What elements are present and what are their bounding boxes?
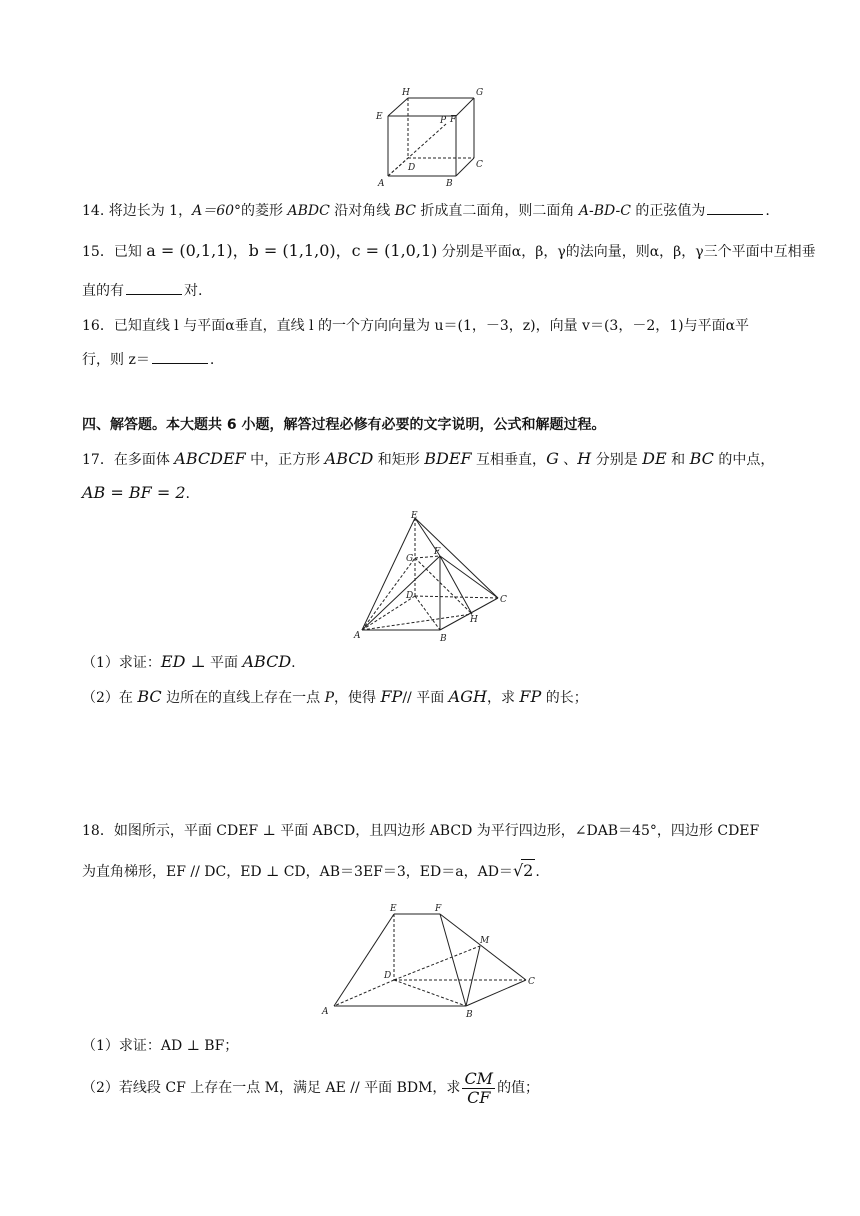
question-18-part1: （1）求证：AD ⊥ BF； [82, 1038, 239, 1054]
fig17-label-f: F [434, 547, 441, 557]
fig18-label-d: D [384, 971, 392, 981]
fig17-label-a: A [354, 631, 361, 641]
fig17-label-h: H [470, 615, 478, 625]
fig18-label-c: C [528, 977, 535, 987]
cube-figure [368, 84, 492, 192]
fig18-label-b: B [466, 1010, 473, 1020]
fig18-label-f: F [435, 904, 442, 914]
question-18-part2: （2）若线段 CF 上存在一点 M，满足 AE // 平面 BDM，求 $\frac{CM}{CF}$ 的值； [82, 1068, 540, 1107]
answer-blank [152, 349, 208, 364]
fig18-label-a: A [322, 1007, 329, 1017]
fig17-label-c: C [500, 595, 507, 605]
cube-label-d: D [408, 163, 416, 173]
cube-label-e: E [376, 112, 383, 122]
fig17-label-e: E [411, 511, 418, 521]
fig17-label-d: D [406, 591, 414, 601]
sqrt-symbol: √ [512, 861, 524, 880]
question-16-line1: 16．已知直线 l 与平面α垂直，直线 l 的一个方向向量为 u＝(1，－3，z)，向量 v＝(3，－2，1)与平面α平 [82, 318, 750, 334]
cube-label-b: B [446, 179, 453, 189]
fraction: $\frac{CM}{CF}$ [464, 1068, 494, 1107]
cube-label-g: G [476, 88, 484, 98]
fig17-label-b: B [440, 634, 447, 642]
polyhedron-figure [350, 510, 520, 642]
fig18-label-m: M [480, 936, 490, 946]
question-17-part1: （1）求证：ED ⊥ 平面 ABCD. [82, 652, 296, 671]
section-heading: 四、解答题。本大题共 6 小题，解答过程必修有必要的文字说明，公式和解题过程。 [82, 417, 606, 433]
question-18-line2: 为直角梯形，EF // DC，ED ⊥ CD，AB＝3EF＝3，ED＝a，AD＝√2 . [82, 861, 540, 880]
sqrt-value: 2 [523, 861, 534, 880]
fig17-label-g: G [406, 554, 414, 564]
cube-label-a: A [378, 179, 385, 189]
question-14: 14. 将边长为 1，A＝60°的菱形 ABDC 沿对角线 BC 折成直二面角，则二面角 A-BD-C 的正弦值为 . [82, 200, 800, 222]
question-15-line1: 15．已知 a = (0,1,1)，b = (1,1,0)，c = (1,0,1) 分别是平面α，β，γ的法向量，则α，β，γ三个平面中互相垂 [82, 241, 816, 260]
cube-label-p: P [440, 116, 447, 126]
question-18-line1: 18．如图所示，平面 CDEF ⊥ 平面 ABCD，且四边形 ABCD 为平行四边形，∠DAB＝45°，四边形 CDEF [82, 823, 760, 839]
question-16-line2: 行，则 z＝ . [82, 349, 800, 371]
question-17-part2: （2）在 BC 边所在的直线上存在一点 P，使得 FP// 平面 AGH，求 FP 的长； [82, 687, 588, 706]
fig18-label-e: E [390, 904, 397, 914]
cube-label-c: C [476, 160, 483, 170]
question-17-line2: AB = BF = 2. [82, 483, 190, 502]
answer-blank [707, 200, 763, 215]
question-15-line2: 直的有 对. [82, 280, 800, 302]
cube-label-h: H [402, 88, 410, 98]
trapezoid-figure [318, 900, 546, 1022]
question-17-line1: 17．在多面体 ABCDEF 中，正方形 ABCD 和矩形 BDEF 互相垂直，G 、H 分别是 DE 和 BC 的中点， [82, 449, 775, 468]
answer-blank [126, 280, 182, 295]
cube-label-f: F [450, 115, 457, 125]
